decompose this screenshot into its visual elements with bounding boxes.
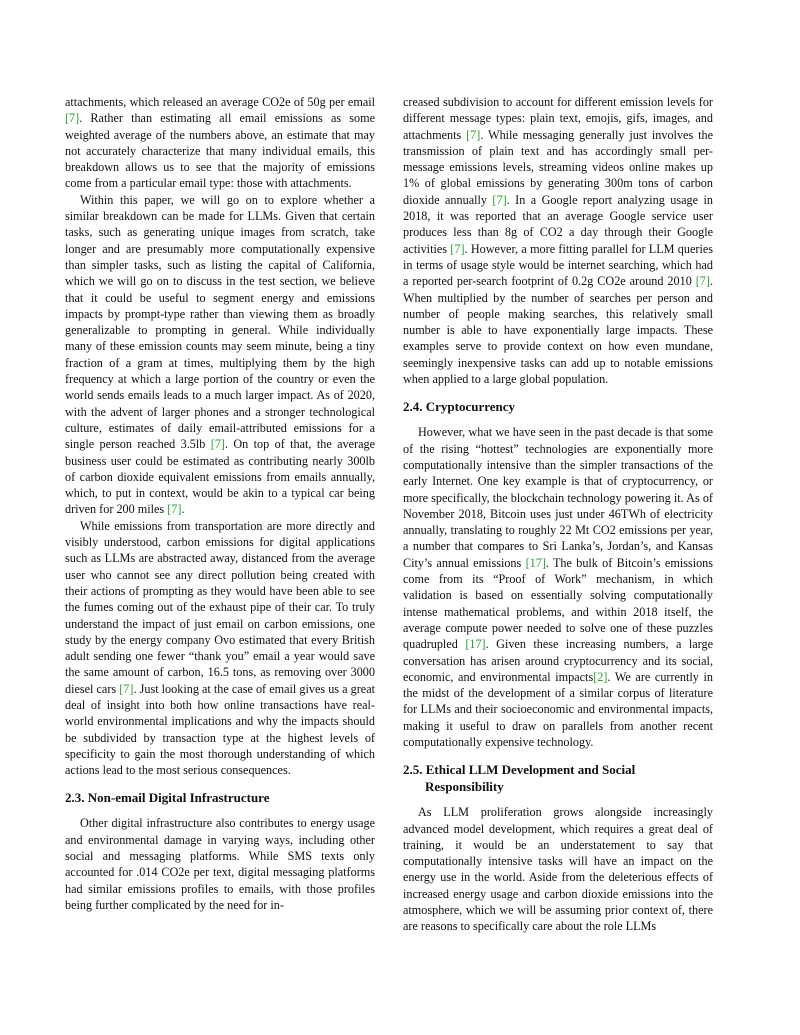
citation-link[interactable]: [7] — [119, 681, 134, 696]
text-run: . — [181, 502, 185, 517]
citation-link[interactable]: [7] — [65, 111, 80, 126]
paragraph — [65, 94, 375, 192]
left-column — [65, 94, 375, 935]
citation-link[interactable]: [2] — [593, 669, 608, 684]
text-run: . We are currently in the midst of the development of a similar corpus of literature for LLMs and their socioeconomic and environmental impacts, making it useful to draw on parallels from another recent computationally expensive technology. — [403, 669, 713, 749]
citation-link[interactable]: [17] — [525, 555, 546, 570]
text-run: attachments, which released an average CO2e of 50g per email — [65, 95, 375, 109]
citation-link[interactable]: [7] — [695, 274, 710, 289]
citation-link[interactable]: [7] — [167, 502, 182, 517]
text-run: . However, a more fitting parallel for LLM queries in terms of usage style would be internet searching, which had a reported per-search footprint of 0.2g CO2e around 2010 — [403, 241, 714, 289]
text-run: However, what we have seen in the past decade is that some of the rising “hottest” technologies are exponentially more computationally intensive than the simpler transactions of the early Internet. One key example is that of cryptocurrency, or more specifically, the blockchain technology powering it. As of November 2018, Bitcoin uses just under 46TWh of electricity annually, translating to roughly 22 Mt CO2 emissions per year, a number that compares to Sri Lanka’s, Jordan’s, and Kansas City’s annual emissions — [403, 425, 713, 570]
paragraph — [403, 804, 713, 934]
citation-link[interactable]: [7] — [466, 127, 481, 142]
paragraph — [65, 518, 375, 779]
citation-link[interactable]: [7] — [492, 192, 507, 207]
text-run: . On top of that, the average business user could be estimated as contributing nearly 300lb of carbon dioxide equivalent emissions from emails annually, which, to put in context, would be akin to a typical car being driven for 200 miles — [65, 437, 376, 517]
text-run: Within this paper, we will go on to explore whether a similar breakdown can be made for LLMs. Given that certain tasks, such as generating unique images from scratch, take longer and are presumably more computationally expensive than simpler tasks, such as listing the capital of California, which we will go on to discuss in the test section, we believe that it could be useful to segment energy and emissions impacts by prompt-type rather than viewing them as broadly generalizable to prompting in general. While individually many of these emission counts may seem minute, being a tiny fraction of a gram at times, multiplying them by the high frequency at which a large portion of the country or even the world sends emails leads to a much larger impact. As of 2020, with the advent of larger phones and a stronger technological culture, estimates of daily email-attributed emissions for a single person reached 3.5lb — [65, 192, 375, 452]
paragraph — [403, 424, 713, 750]
right-column — [403, 94, 713, 935]
text-run: . In a Google report analyzing usage in 2018, it was reported that an average Google service user produces less than 8g of CO2 a day through their Google activities — [403, 192, 713, 256]
text-run: Other digital infrastructure also contributes to energy usage and environmental damage in varying ways, including other social and messaging platforms. While SMS texts only accounted for .014 CO2e per text, digital messaging platforms had similar emissions profiles to emails, with those profiles being further complicated by the need for in- — [65, 816, 375, 912]
text-run: . When multiplied by the number of searches per person and number of people making searches, this relatively small number is able to have exponentially large impacts. These examples serve to provide context on how even mundane, seemingly inexpensive tasks can add up to notable emissions when applied to a large global population. — [403, 274, 713, 387]
paper-page — [65, 94, 713, 935]
section-heading: 2.3. Non-email Digital Infrastructure — [65, 790, 270, 806]
section-heading: 2.5. Ethical LLM Development and Social Responsibility — [403, 762, 636, 795]
paragraph — [65, 815, 375, 913]
text-run: creased subdivision to account for different emission levels for different message types: plain text, emojis, gifs, images, and attachments — [403, 95, 713, 142]
text-run: . The bulk of Bitcoin’s emissions come from its “Proof of Work” mechanism, in which validation is based on essentially solving computationally intense mathematical problems, and within 2018 itself, the average compute power needed to solve one of these puzzles quadrupled — [403, 555, 714, 652]
citation-link[interactable]: [7] — [450, 241, 465, 256]
section-heading: 2.4. Cryptocurrency — [403, 399, 516, 415]
citation-link[interactable]: [17] — [465, 637, 486, 652]
text-run: While emissions from transportation are more directly and visibly understood, carbon emissions for digital applications such as LLMs are abstracted away, distanced from the average user who cannot see any direct pollution being created with their actions of prompting as they would have been able to see the fumes coming out of the exhaust pipe of their car. To truly understand the impact of just email on carbon emissions, one study by the energy company Ovo estimated that every British adult sending one fewer “thank you” email a year would save the same amount of carbon, 16.5 tons, as removing over 3000 diesel cars — [65, 518, 375, 696]
text-run: . While messaging generally just involves the transmission of plain text and has accordingly small per-message emissions levels, streaming videos online makes up 1% of global emissions by generating 300m tons of carbon dioxide annually — [403, 127, 713, 207]
citation-link[interactable]: [7] — [210, 437, 225, 452]
text-run: . Just looking at the case of email gives us a great deal of insight into both how online transactions have real-world environmental implications and why the impacts should be subdivided by transaction type at the highest levels of specificity to gain the most thorough understanding of which actions lead to the most serious consequences. — [65, 681, 375, 778]
text-run: As LLM proliferation grows alongside increasingly advanced model development, which requires a great deal of training, it would be an understatement to say that computationally intensive tasks will have an impact on the energy use in the world. Aside from the deleterious effects of increased energy usage and carbon dioxide emissions into the atmosphere, which we will be assuming prior context of, there are reasons to specifically care about the role LLMs — [403, 805, 713, 934]
text-run: . Given these increasing numbers, a large conversation has arisen around cryptocurrency and its social, economic, and environmental impacts — [403, 637, 713, 684]
text-run: . Rather than estimating all email emissions as some weighted average of the numbers above, an estimate that may not accurately characterize that many individual emails, this breakdown allows us to see that the majority of emissions come from a particular email type: those with attachments. — [65, 111, 375, 191]
paragraph — [403, 94, 713, 387]
paragraph — [65, 192, 375, 518]
